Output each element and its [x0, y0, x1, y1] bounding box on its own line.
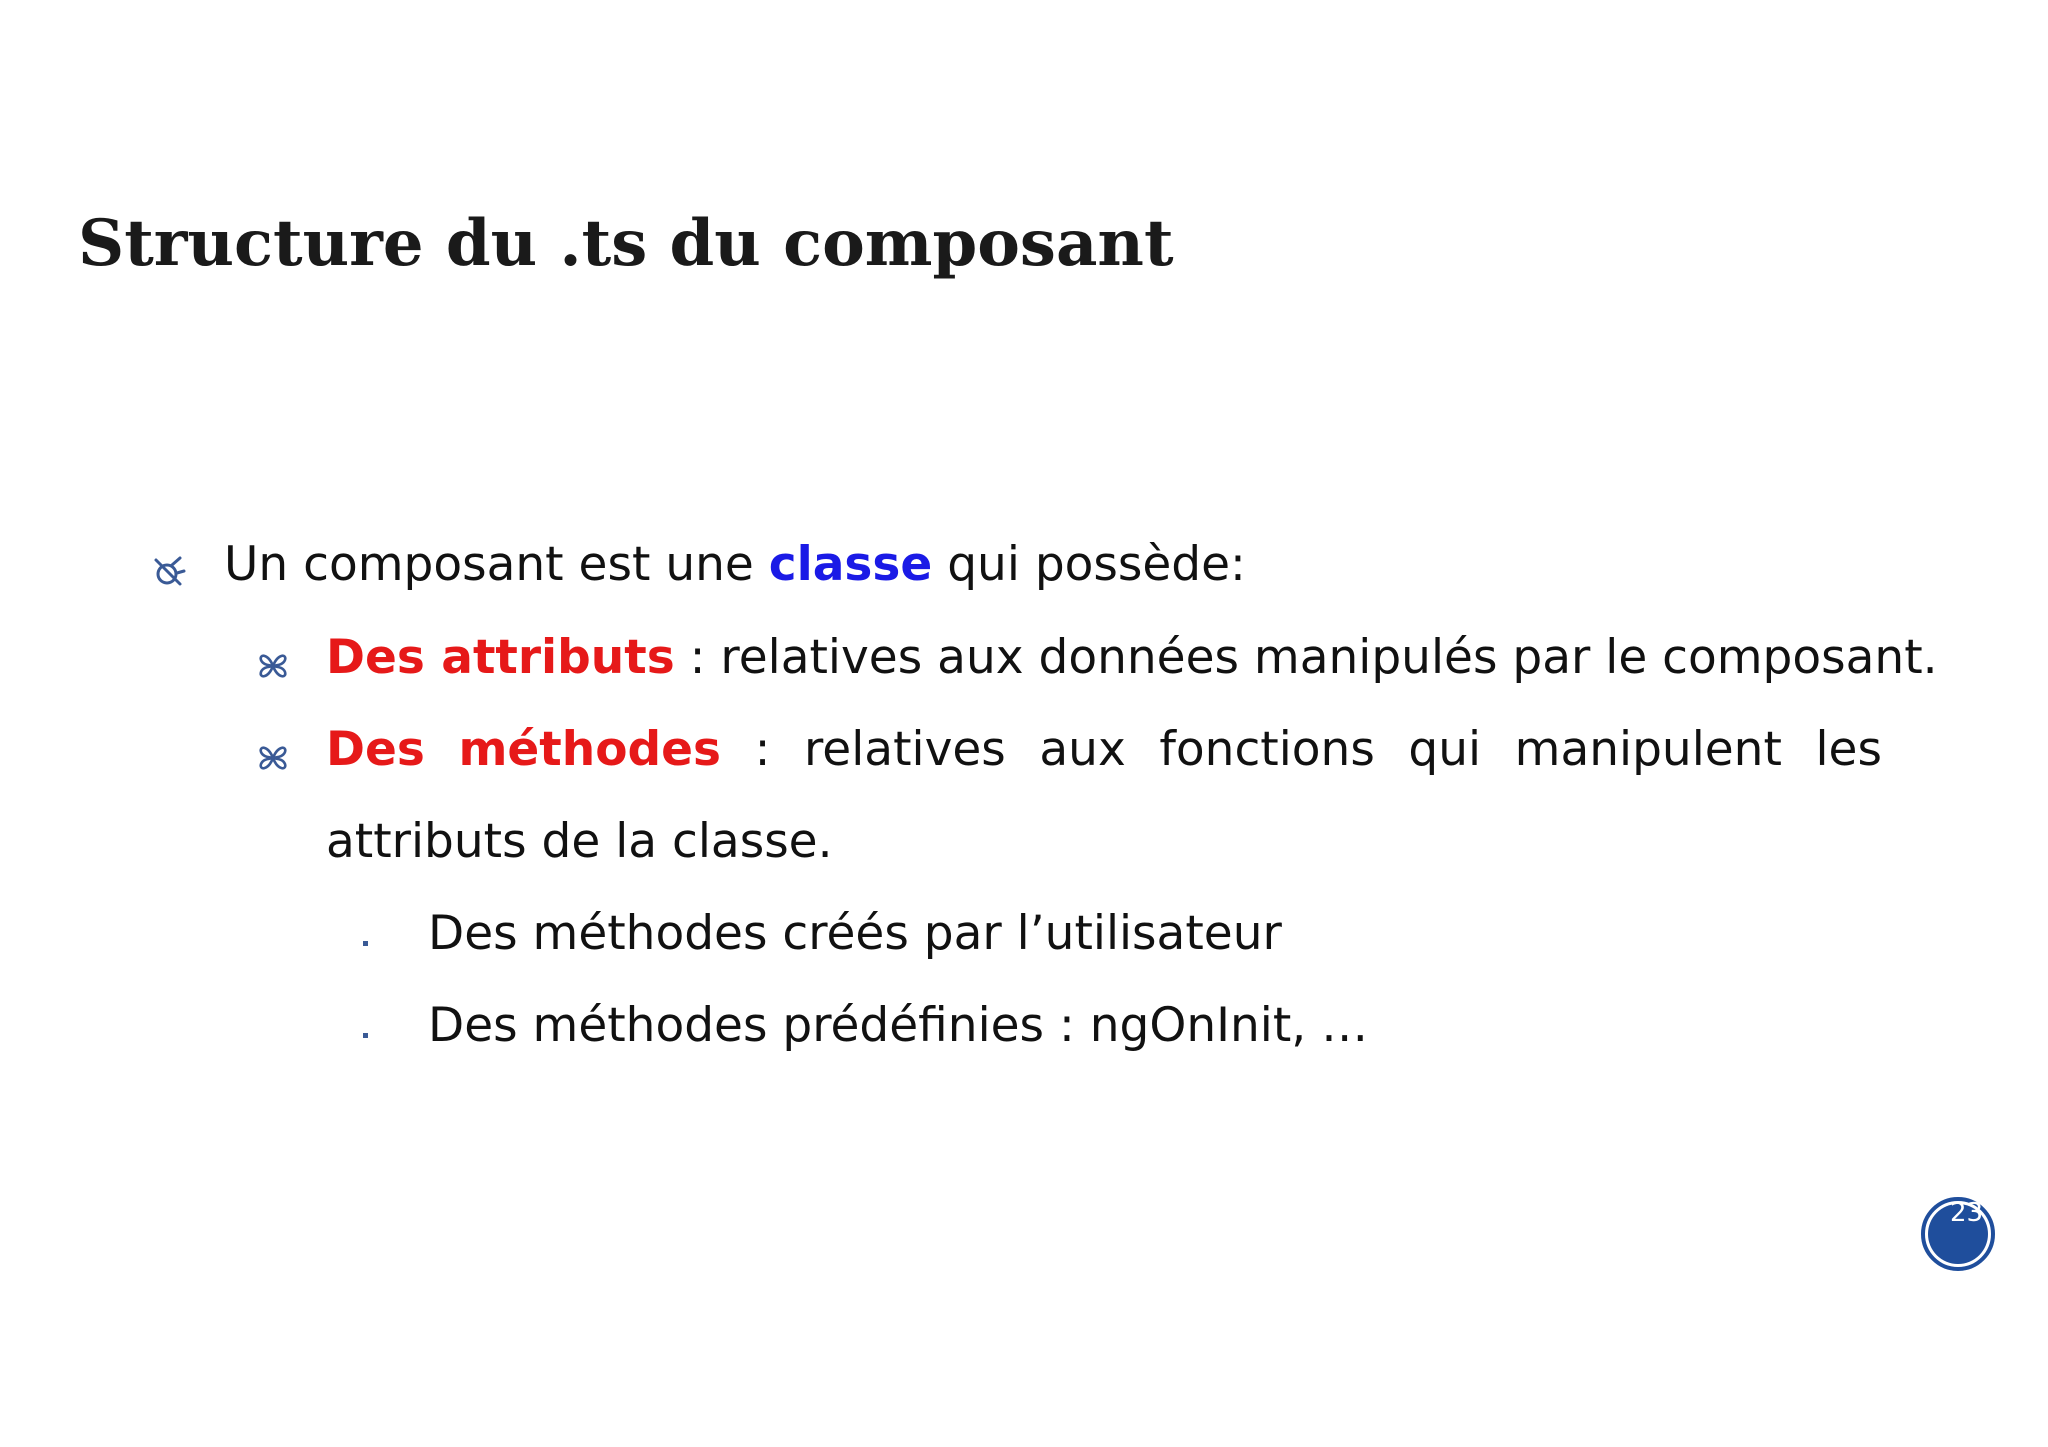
method-type-item: Des méthodes créés par l’utilisateur [428, 906, 1282, 961]
methods-word: manipulent [1514, 722, 1782, 777]
methods-term-2: méthodes [458, 722, 722, 777]
dot-bullet-icon [362, 940, 370, 948]
flower-bullet-icon [256, 649, 290, 683]
attributes-line [326, 628, 1938, 688]
intro-text-before: Un composant est une [224, 537, 769, 592]
attributes-term: Des attributs [326, 630, 675, 685]
page-number: 23 [1950, 1198, 1984, 1228]
methods-word: aux [1039, 722, 1126, 777]
methods-word: fonctions [1159, 722, 1375, 777]
attributes-description: : relatives aux données manipulés par le composant. [674, 630, 1938, 685]
methods-line [326, 720, 1882, 780]
dot-bullet-icon [362, 1032, 370, 1040]
key-bullet-icon [150, 550, 190, 590]
methods-word: qui [1408, 722, 1482, 777]
methods-word: relatives [804, 722, 1006, 777]
intro-text-after: qui possède: [932, 537, 1246, 592]
classe-keyword: classe [768, 537, 933, 592]
intro-line [224, 535, 1246, 595]
method-type-item: Des méthodes prédéfinies : ngOnInit, … [428, 998, 1369, 1053]
methods-term-1: Des [326, 722, 425, 777]
slide-title: Structure du .ts du composant [78, 206, 1174, 281]
methods-word: : [754, 722, 771, 777]
methods-continuation: attributs de la classe. [326, 814, 833, 869]
flower-bullet-icon [256, 741, 290, 775]
methods-word: les [1815, 722, 1882, 777]
